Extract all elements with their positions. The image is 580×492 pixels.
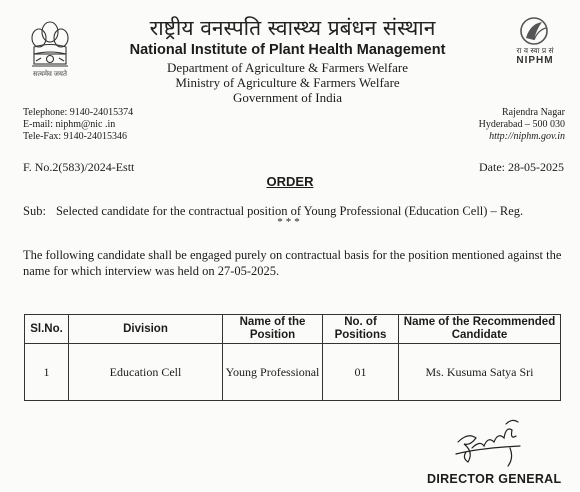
subject-label: Sub: — [23, 204, 46, 218]
telephone: Telephone: 9140-24015374 — [23, 107, 134, 118]
email: E-mail: niphm@nic .in — [23, 119, 116, 130]
col-header-num-positions: No. of Positions — [323, 315, 399, 344]
telefax: Tele-Fax: 9140-24015346 — [23, 131, 128, 142]
cell-position: Young Professional — [223, 344, 323, 401]
col-header-slno: Sl.No. — [25, 315, 69, 344]
signature-icon — [450, 418, 540, 470]
table-header-row — [25, 315, 561, 344]
cell-candidate: Ms. Kusuma Satya Sri — [399, 344, 561, 401]
institute-name-english: National Institute of Plant Health Management — [129, 42, 446, 58]
file-number: F. No.2(583)/2024-Estt — [23, 160, 135, 174]
institute-name-hindi: राष्ट्रीय वनस्पति स्वास्थ्य प्रबंधन संस्थान — [149, 16, 436, 40]
order-title: ORDER — [266, 174, 314, 189]
address-line2: Hyderabad – 500 030 — [478, 119, 565, 130]
website: http://niphm.gov.in — [489, 131, 565, 142]
separator: *** — [277, 216, 303, 228]
col-header-position: Name of the Position — [223, 315, 323, 344]
col-header-division: Division — [69, 315, 223, 344]
logo-english-acronym: NIPHM — [516, 55, 554, 66]
cell-slno: 1 — [25, 344, 69, 401]
niphm-logo-icon — [512, 16, 556, 46]
department-line: Department of Agriculture & Farmers Welfare — [167, 60, 408, 75]
address-line1: Rajendra Nagar — [501, 107, 565, 118]
table-row — [25, 344, 561, 401]
subject-text: Selected candidate for the contractual position of Young Professional (Education Cell) – Reg. — [55, 204, 524, 218]
address-block — [479, 107, 565, 143]
cell-division: Education Cell — [69, 344, 223, 401]
col-header-candidate: Name of the Recommended Candidate — [399, 315, 561, 344]
signatory-title: DIRECTOR GENERAL — [427, 472, 562, 486]
logo-hindi-acronym: रा व स्वा प्र सं — [516, 46, 554, 55]
contact-details — [23, 107, 133, 143]
government-line: Government of India — [232, 90, 343, 105]
emblem-motto: सत्यमेव जयते — [33, 70, 67, 78]
order-body: The following candidate shall be engaged purely on contractual basis for the position mentioned against the name for which interview was held on 27-05-2025. — [23, 248, 562, 278]
ministry-line: Ministry of Agriculture & Farmers Welfare — [175, 75, 400, 90]
cell-num-positions: 01 — [323, 344, 399, 401]
candidate-table — [24, 314, 561, 401]
order-date: Date: 28-05-2025 — [479, 160, 564, 174]
